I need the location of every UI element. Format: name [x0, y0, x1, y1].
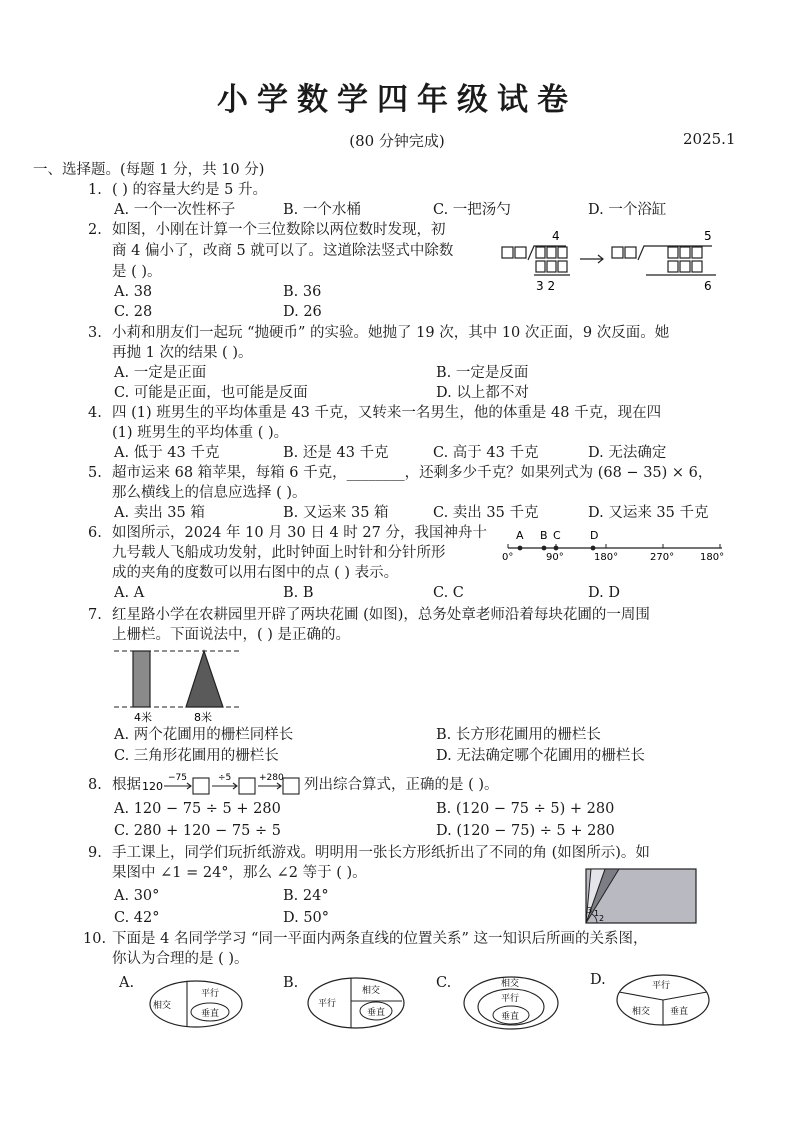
label-perpendicular: 垂直 — [367, 1008, 386, 1018]
option-a[interactable]: A. 30° — [114, 888, 160, 904]
option-d[interactable]: D. 50° — [283, 910, 330, 926]
question-number: 4. — [88, 405, 102, 421]
option-a[interactable]: A. 一定是正面 — [114, 365, 207, 381]
label-parallel: 平行 — [501, 994, 520, 1004]
question-text: 上栅栏。下面说法中，( ) 是正确的。 — [112, 627, 351, 643]
option-c[interactable]: C. 28 — [114, 304, 153, 320]
option-b[interactable]: B. 36 — [283, 284, 322, 300]
question-text: 那么横线上的信息应选择 ( )。 — [112, 485, 307, 501]
triangle-bed — [186, 651, 223, 707]
label-intersect: 相交 — [153, 1001, 172, 1011]
question-number: 3. — [88, 325, 102, 341]
option-d[interactable]: D. 26 — [283, 304, 322, 320]
option-d[interactable]: D. (120 − 75) ÷ 5 + 280 — [436, 823, 615, 839]
option-d[interactable]: D. — [590, 972, 606, 988]
option-d[interactable]: D. D — [588, 585, 620, 601]
option-c[interactable]: C. 高于 43 千克 — [433, 445, 539, 461]
option-c[interactable]: C. 一把汤勺 — [433, 202, 511, 218]
question-text: 红星路小学在农耕园里开辟了两块花圃 (如图)，总务处章老师沿着每块花圃的一周围 — [112, 607, 650, 623]
point-label-d: D — [590, 529, 599, 542]
left-quotient: 4 — [552, 229, 560, 243]
option-a[interactable]: A. 两个花圃用的栅栏同样长 — [114, 727, 294, 743]
operation-flow-figure — [142, 770, 302, 798]
question-text: 下面是 4 名同学学习 “同一平面内两条直线的位置关系” 这一知识后所画的关系图， — [112, 931, 648, 947]
angle-number-line — [500, 526, 730, 562]
question-text: 根据 — [112, 777, 141, 793]
option-a[interactable]: A. A — [114, 585, 145, 601]
rect-width-label: 4米 — [134, 711, 152, 723]
point-label-c: C — [553, 529, 561, 542]
question-text: 再抛 1 次的结果 ( )。 — [112, 345, 253, 361]
flow-op1: −75 — [168, 773, 187, 783]
tick-label: 180° — [594, 552, 619, 562]
question-text: 四 (1) 班男生的平均体重是 43 千克，又转来一名男生，他的体重是 48 千克，现在四 — [112, 405, 662, 421]
option-a[interactable]: A. 卖出 35 箱 — [114, 505, 205, 521]
folded-paper-figure — [583, 866, 701, 926]
angle-2-label: 2 — [599, 914, 605, 923]
label-parallel: 平行 — [201, 989, 220, 999]
flower-beds-figure — [112, 645, 247, 723]
diagram-d — [614, 972, 712, 1028]
option-b[interactable]: B. 一个水桶 — [283, 202, 361, 218]
point-label-b: B — [540, 529, 548, 542]
option-b[interactable]: B. — [283, 975, 299, 991]
option-a[interactable]: A. 120 − 75 ÷ 5 + 280 — [114, 801, 281, 817]
flow-start: 120 — [142, 780, 163, 793]
option-a[interactable]: A. — [119, 975, 135, 991]
option-c[interactable]: C. 可能是正面，也可能是反面 — [114, 385, 308, 401]
option-b[interactable]: B. 24° — [283, 888, 329, 904]
question-number: 8. — [88, 777, 102, 793]
angle-1-label: 1 — [594, 909, 600, 918]
question-text: 小莉和朋友们一起玩 “抛硬币” 的实验。她抛了 19 次，其中 10 次正面，9 次反面。她 — [112, 325, 670, 341]
option-d[interactable]: D. 一个浴缸 — [588, 202, 667, 218]
tick-label: 90° — [546, 552, 564, 562]
label-parallel: 平行 — [318, 999, 337, 1009]
option-c[interactable]: C. 三角形花圃用的栅栏长 — [114, 748, 279, 764]
flow-op3: +280 — [259, 773, 284, 783]
option-c[interactable]: C. 42° — [114, 910, 160, 926]
label-parallel: 平行 — [652, 981, 671, 991]
section-heading: 一、选择题。(每题 1 分，共 10 分) — [33, 162, 265, 178]
option-c[interactable]: C. C — [433, 585, 464, 601]
right-quotient: 5 — [704, 229, 712, 243]
option-d[interactable]: D. 无法确定哪个花圃用的栅栏长 — [436, 748, 645, 764]
question-text: 如图，小刚在计算一个三位数除以两位数时发现，初 — [112, 222, 446, 238]
page-title: 小学数学四年级试卷 — [217, 82, 577, 118]
right-remainder: 6 — [704, 279, 712, 293]
tri-base-label: 8米 — [194, 711, 212, 723]
question-number: 7. — [88, 607, 102, 623]
label-perpendicular: 垂直 — [670, 1007, 689, 1017]
option-b[interactable]: B. (120 − 75 ÷ 5) + 280 — [436, 801, 615, 817]
tick-label: 0° — [502, 552, 514, 562]
question-text: 是 ( )。 — [112, 264, 162, 280]
question-text: ( ) 的容量大约是 5 升。 — [112, 182, 267, 198]
exam-date: 2025.1 — [683, 130, 736, 148]
question-number: 6. — [88, 525, 102, 541]
diagram-c — [461, 974, 561, 1032]
label-intersect: 相交 — [632, 1007, 651, 1017]
option-b[interactable]: B. 一定是反面 — [436, 365, 529, 381]
option-a[interactable]: A. 38 — [114, 284, 153, 300]
question-text: 成的夹角的度数可以用右图中的点 ( ) 表示。 — [112, 565, 399, 581]
left-remainder: 3 2 — [536, 279, 556, 293]
question-number: 9. — [88, 845, 102, 861]
question-number: 1. — [88, 182, 102, 198]
option-c[interactable]: C. 卖出 35 千克 — [433, 505, 539, 521]
long-division-figure — [500, 224, 726, 298]
question-text: 九号载人飞船成功发射，此时钟面上时针和分针所形 — [112, 545, 446, 561]
question-number: 10. — [83, 931, 107, 947]
option-c[interactable]: C. — [436, 975, 452, 991]
angle-3-label: 3 — [587, 906, 593, 915]
option-b[interactable]: B. 还是 43 千克 — [283, 445, 389, 461]
tick-label: 270° — [650, 552, 675, 562]
exam-duration: (80 分钟完成) — [349, 132, 445, 150]
diagram-a — [147, 978, 245, 1030]
label-perpendicular: 垂直 — [201, 1009, 220, 1019]
question-number: 2. — [88, 222, 102, 238]
rectangle-bed — [133, 651, 150, 707]
label-intersect: 相交 — [362, 986, 381, 996]
option-a[interactable]: A. 低于 43 千克 — [114, 445, 220, 461]
option-b[interactable]: B. B — [283, 585, 314, 601]
option-d[interactable]: D. 以上都不对 — [436, 385, 529, 401]
question-text: 商 4 偏小了，改商 5 就可以了。这道除法竖式中除数 — [112, 243, 454, 259]
question-text: 你认为合理的是 ( )。 — [112, 951, 249, 967]
question-text: 手工课上，同学们玩折纸游戏。明明用一张长方形纸折出了不同的角 (如图所示)。如 — [112, 845, 650, 861]
label-perpendicular: 垂直 — [501, 1012, 520, 1022]
option-d[interactable]: D. 又运来 35 千克 — [588, 505, 709, 521]
tick-label: 180° — [700, 552, 725, 562]
question-text: 果图中 ∠1 = 24°，那么 ∠2 等于 ( )。 — [112, 865, 367, 881]
option-c[interactable]: C. 280 + 120 − 75 ÷ 5 — [114, 823, 281, 839]
point-label-a: A — [516, 529, 524, 542]
question-text: 超市运来 68 箱苹果，每箱 6 千克，________，还剩多少千克？如果列式为 (68 − 35) × 6， — [112, 465, 713, 481]
option-b[interactable]: B. 长方形花圃用的栅栏长 — [436, 727, 601, 743]
label-intersect: 相交 — [501, 979, 520, 989]
option-d[interactable]: D. 无法确定 — [588, 445, 667, 461]
option-b[interactable]: B. 又运来 35 箱 — [283, 505, 389, 521]
diagram-b — [304, 975, 408, 1031]
question-text: 列出综合算式，正确的是 ( )。 — [304, 777, 499, 793]
option-a[interactable]: A. 一个一次性杯子 — [114, 202, 236, 218]
question-number: 5. — [88, 465, 102, 481]
question-text: 如图所示，2024 年 10 月 30 日 4 时 27 分，我国神舟十 — [112, 525, 487, 541]
flow-op2: ÷5 — [218, 773, 232, 783]
question-text: (1) 班男生的平均体重 ( )。 — [112, 425, 289, 441]
